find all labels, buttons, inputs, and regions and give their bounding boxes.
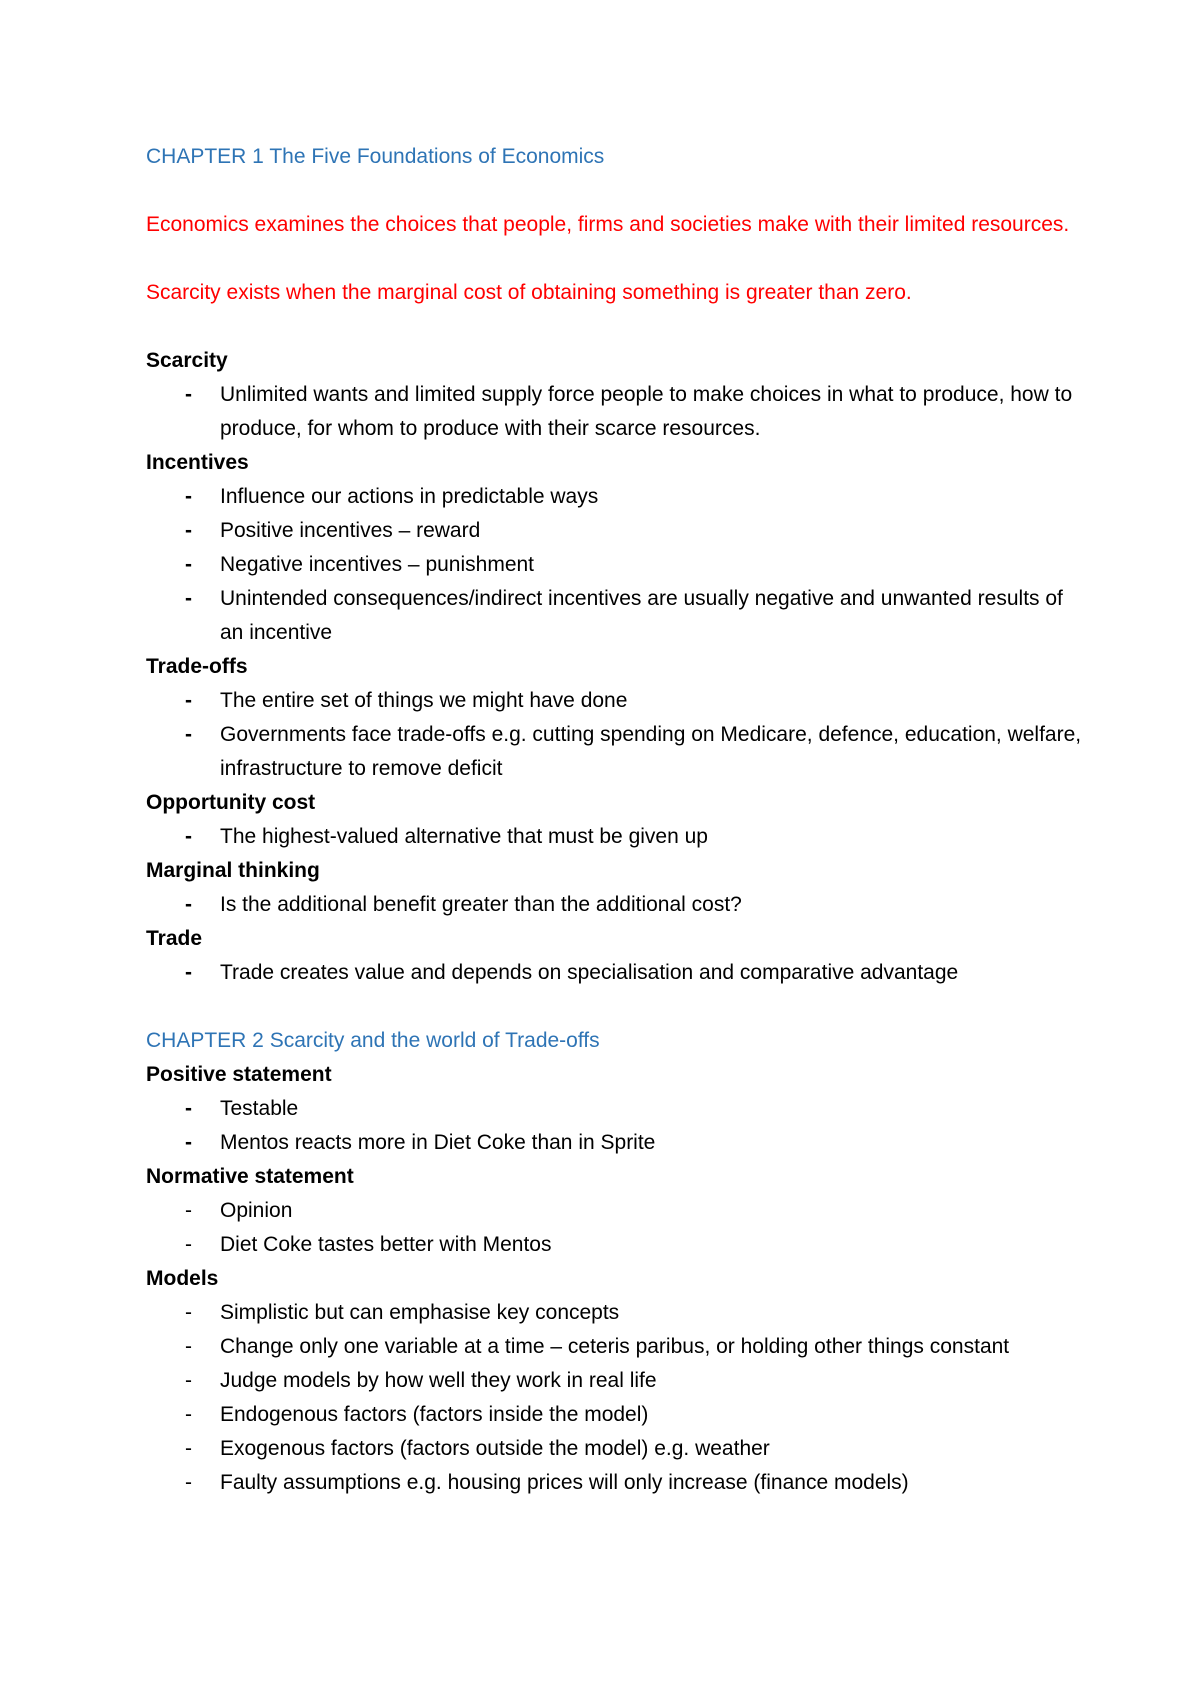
- dash-bullet: -: [185, 893, 192, 916]
- dash-bullet: -: [185, 1199, 192, 1222]
- dash-bullet: -: [185, 1097, 192, 1120]
- list-item: - The highest-valued alternative that must be given up: [146, 820, 1086, 854]
- bullet-list: [146, 684, 1086, 786]
- dash-bullet: -: [185, 961, 192, 984]
- bullet-list: [146, 1092, 1086, 1160]
- dash-bullet: -: [185, 485, 192, 508]
- section-heading-marginal-thinking: Marginal thinking: [146, 859, 320, 882]
- list-item: - Exogenous factors (factors outside the model) e.g. weather: [146, 1432, 1086, 1466]
- bullet-list: [146, 1296, 1086, 1500]
- list-item: - Unlimited wants and limited supply force people to make choices in what to produce, how to produce, for whom to produce with their scarce resources.: [146, 378, 1086, 446]
- section-heading-scarcity: Scarcity: [146, 349, 228, 372]
- list-item: - Influence our actions in predictable ways: [146, 480, 1086, 514]
- list-item: - Change only one variable at a time – ceteris paribus, or holding other things constant: [146, 1330, 1086, 1364]
- list-item: - Simplistic but can emphasise key concepts: [146, 1296, 1086, 1330]
- list-item: - Diet Coke tastes better with Mentos: [146, 1228, 1086, 1262]
- bullet-list: [146, 888, 1086, 922]
- section-heading-trade-offs: Trade-offs: [146, 655, 248, 678]
- list-item: - Governments face trade-offs e.g. cutting spending on Medicare, defence, education, welfare, infrastructure to remove deficit: [146, 718, 1086, 786]
- dash-bullet: -: [185, 689, 192, 712]
- dash-bullet: -: [185, 723, 192, 746]
- list-item: - Is the additional benefit greater than the additional cost?: [146, 888, 1086, 922]
- list-item: - Judge models by how well they work in real life: [146, 1364, 1086, 1398]
- spacer: [146, 990, 1086, 1024]
- dash-bullet: -: [185, 1369, 192, 1392]
- section-heading-positive-statement: Positive statement: [146, 1063, 332, 1086]
- list-item: - Mentos reacts more in Diet Coke than in Sprite: [146, 1126, 1086, 1160]
- dash-bullet: -: [185, 1131, 192, 1154]
- list-item: - Endogenous factors (factors inside the model): [146, 1398, 1086, 1432]
- section-heading-incentives: Incentives: [146, 451, 249, 474]
- dash-bullet: -: [185, 1335, 192, 1358]
- list-item: - Trade creates value and depends on specialisation and comparative advantage: [146, 956, 1086, 990]
- bullet-list: [146, 1194, 1086, 1262]
- section-heading-models: Models: [146, 1267, 219, 1290]
- list-item: - Negative incentives – punishment: [146, 548, 1086, 582]
- bullet-list: [146, 956, 1086, 990]
- section-heading-trade: Trade: [146, 927, 203, 950]
- list-item: - Faulty assumptions e.g. housing prices will only increase (finance models): [146, 1466, 1086, 1500]
- section-heading-opportunity-cost: Opportunity cost: [146, 791, 316, 814]
- dash-bullet: -: [185, 1301, 192, 1324]
- dash-bullet: -: [185, 1437, 192, 1460]
- dash-bullet: -: [185, 519, 192, 542]
- dash-bullet: -: [185, 825, 192, 848]
- spacer: [146, 242, 1086, 276]
- list-item: - The entire set of things we might have done: [146, 684, 1086, 718]
- dash-bullet: -: [185, 587, 192, 610]
- list-item: - Opinion: [146, 1194, 1086, 1228]
- economics-definition: Economics examines the choices that people, firms and societies make with their limited resources.: [146, 213, 1070, 236]
- scarcity-definition: Scarcity exists when the marginal cost of obtaining something is greater than zero.: [146, 281, 912, 304]
- list-item: - Positive incentives – reward: [146, 514, 1086, 548]
- bullet-list: [146, 378, 1086, 446]
- section-heading-normative-statement: Normative statement: [146, 1165, 354, 1188]
- dash-bullet: -: [185, 1233, 192, 1256]
- chapter-1-title: CHAPTER 1 The Five Foundations of Economics: [146, 145, 605, 168]
- chapter-2-title: CHAPTER 2 Scarcity and the world of Trade-offs: [146, 1029, 600, 1052]
- dash-bullet: -: [185, 1471, 192, 1494]
- list-item: - Testable: [146, 1092, 1086, 1126]
- bullet-list: [146, 820, 1086, 854]
- document-page: [146, 140, 1086, 1500]
- dash-bullet: -: [185, 383, 192, 406]
- dash-bullet: -: [185, 1403, 192, 1426]
- dash-bullet: -: [185, 553, 192, 576]
- list-item: - Unintended consequences/indirect incentives are usually negative and unwanted results of an incentive: [146, 582, 1086, 650]
- bullet-list: [146, 480, 1086, 650]
